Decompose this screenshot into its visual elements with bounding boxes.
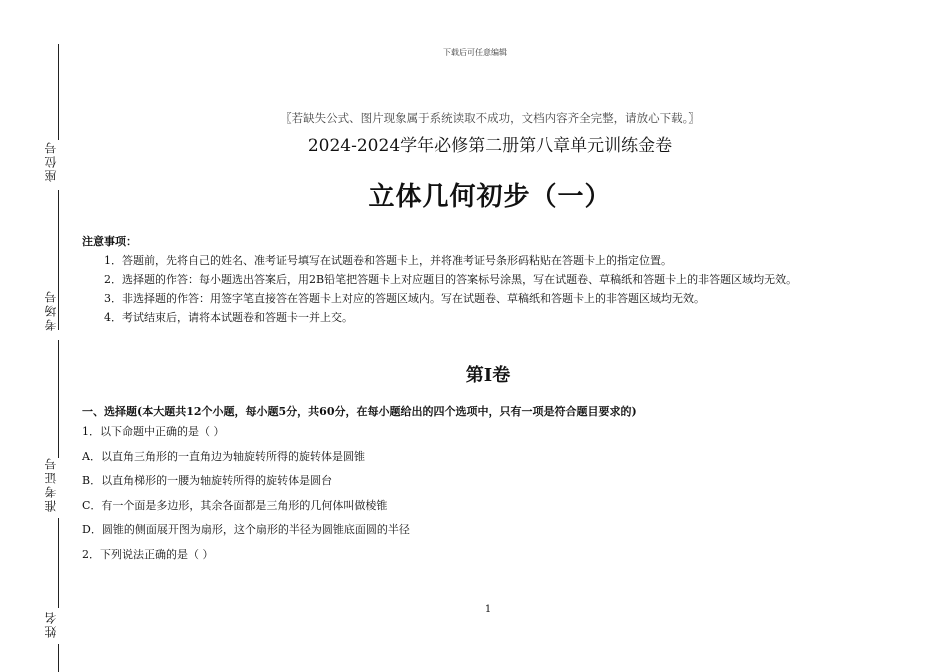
binding-line (58, 340, 59, 458)
page-number: 1 (484, 604, 492, 615)
header-note: 下载后可任意编辑 (443, 48, 507, 57)
notice-item: 1．答题前，先将自己的姓名、准考证号填写在试题卷和答题卡上，并将准考证号条形码粘贴在答题卡上的指定位置。 (104, 254, 672, 267)
question-option: D．圆锥的侧面展开图为扇形，这个扇形的半径为圆锥底面圆的半径 (82, 523, 410, 537)
exam-subtitle: 2024-2024学年必修第二册第八章单元训练金卷 (307, 136, 673, 156)
notice-heading: 注意事项： (82, 235, 137, 248)
part-one-header: 一、选择题(本大题共12个小题，每小题5分，共60分，在每小题给出的四个选项中，只有一项是符合题目要求的) (82, 405, 637, 418)
seat-number-label: 座位号 (44, 140, 58, 182)
admission-number-label: 准考证号 (44, 456, 58, 512)
section-title: 第Ⅰ卷 (465, 365, 511, 386)
notice-list (82, 252, 872, 328)
question-stem: 1．以下命题中正确的是（ ） (82, 425, 225, 438)
question-option: B．以直角梯形的一腰为轴旋转所得的旋转体是圆台 (82, 474, 333, 488)
binding-line (58, 644, 59, 672)
question-stem: 2．下列说法正确的是（ ） (82, 547, 214, 561)
binding-line (58, 44, 59, 140)
exam-room-label: 考场号 (44, 289, 58, 331)
exam-title: 立体几何初步（一） (368, 182, 612, 212)
notice-item: 2．选择题的作答：每小题选出答案后，用2B铅笔把答题卡上对应题目的答案标号涂黑，写在试题卷、草稿纸和答题卡上的非答题区域均无效。 (104, 273, 798, 286)
question-option: C．有一个面是多边形，其余各面都是三角形的几何体叫做棱锥 (82, 498, 388, 512)
binding-margin (40, 40, 62, 672)
binding-line (58, 518, 59, 608)
question-list (82, 423, 872, 571)
disclaimer: 〖若缺失公式、图片现象属于系统读取不成功，文档内容齐全完整，请放心下载。〗 (280, 111, 700, 125)
notice-item: 3．非选择题的作答：用签字笔直接答在答题卡上对应的答题区域内。写在试题卷、草稿纸和答题卡上的非答题区域均无效。 (104, 292, 705, 305)
name-label: 姓名 (44, 610, 58, 638)
question-option: A．以直角三角形的一直角边为轴旋转所得的旋转体是圆锥 (82, 449, 365, 463)
notice-item: 4．考试结束后，请将本试题卷和答题卡一并上交。 (104, 311, 353, 324)
